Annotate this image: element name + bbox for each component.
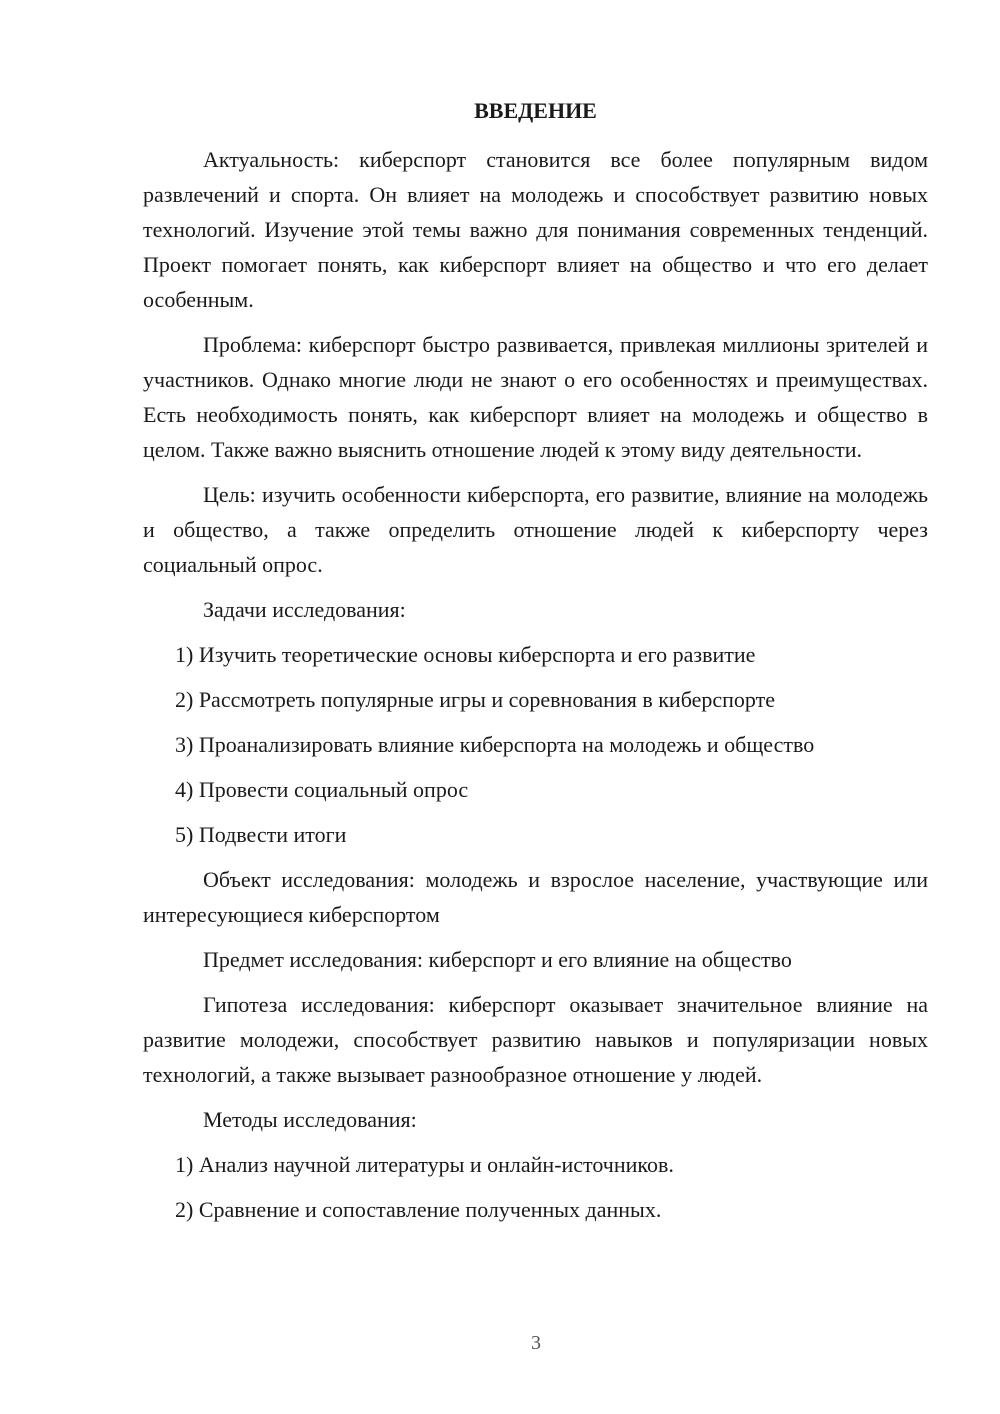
method-item: 1) Анализ научной литературы и онлайн-источников.	[175, 1152, 674, 1177]
task-item: 2) Рассмотреть популярные игры и соревнования в киберспорте	[175, 687, 775, 712]
problem-paragraph: Проблема: киберспорт быстро развивается, привлекая миллионы зрителей и участников. Однако многие люди не знают о его особенностях и преимуществах. Есть необходимость понять, как киберспорт влияет на молодежь и общество в целом. Также важно выяснить отношение людей к этому виду деятельности.	[143, 332, 928, 462]
hypothesis-paragraph: Гипотеза исследования: киберспорт оказывает значительное влияние на развитие молодежи, способствует развитию навыков и популяризации новых технологий, а также вызывает разнообразное отношение у людей.	[143, 992, 928, 1087]
relevance-paragraph: Актуальность: киберспорт становится все более популярным видом развлечений и спорта. Он влияет на молодежь и способствует развитию новых технологий. Изучение этой темы важно для понимания современных тенденций. Проект помогает понять, как киберспорт влияет на общество и что его делает особенным.	[143, 147, 928, 312]
task-item: 3) Проанализировать влияние киберспорта на молодежь и общество	[175, 732, 815, 757]
object-paragraph: Объект исследования: молодежь и взрослое население, участвующие или интересующиеся киберспортом	[143, 867, 928, 927]
page-number: 3	[531, 1332, 541, 1354]
methods-heading: Методы исследования:	[203, 1107, 417, 1132]
subject-paragraph: Предмет исследования: киберспорт и его влияние на общество	[203, 947, 792, 972]
task-item: 1) Изучить теоретические основы киберспорта и его развитие	[175, 642, 756, 667]
task-item: 5) Подвести итоги	[175, 822, 347, 847]
method-item: 2) Сравнение и сопоставление полученных данных.	[175, 1197, 662, 1222]
task-item: 4) Провести социальный опрос	[175, 777, 469, 802]
section-title: ВВЕДЕНИЕ	[474, 98, 597, 123]
tasks-heading: Задачи исследования:	[203, 597, 406, 622]
goal-paragraph: Цель: изучить особенности киберспорта, его развитие, влияние на молодежь и общество, а также определить отношение людей к киберспорту через социальный опрос.	[143, 482, 928, 577]
page-content	[143, 96, 928, 1237]
